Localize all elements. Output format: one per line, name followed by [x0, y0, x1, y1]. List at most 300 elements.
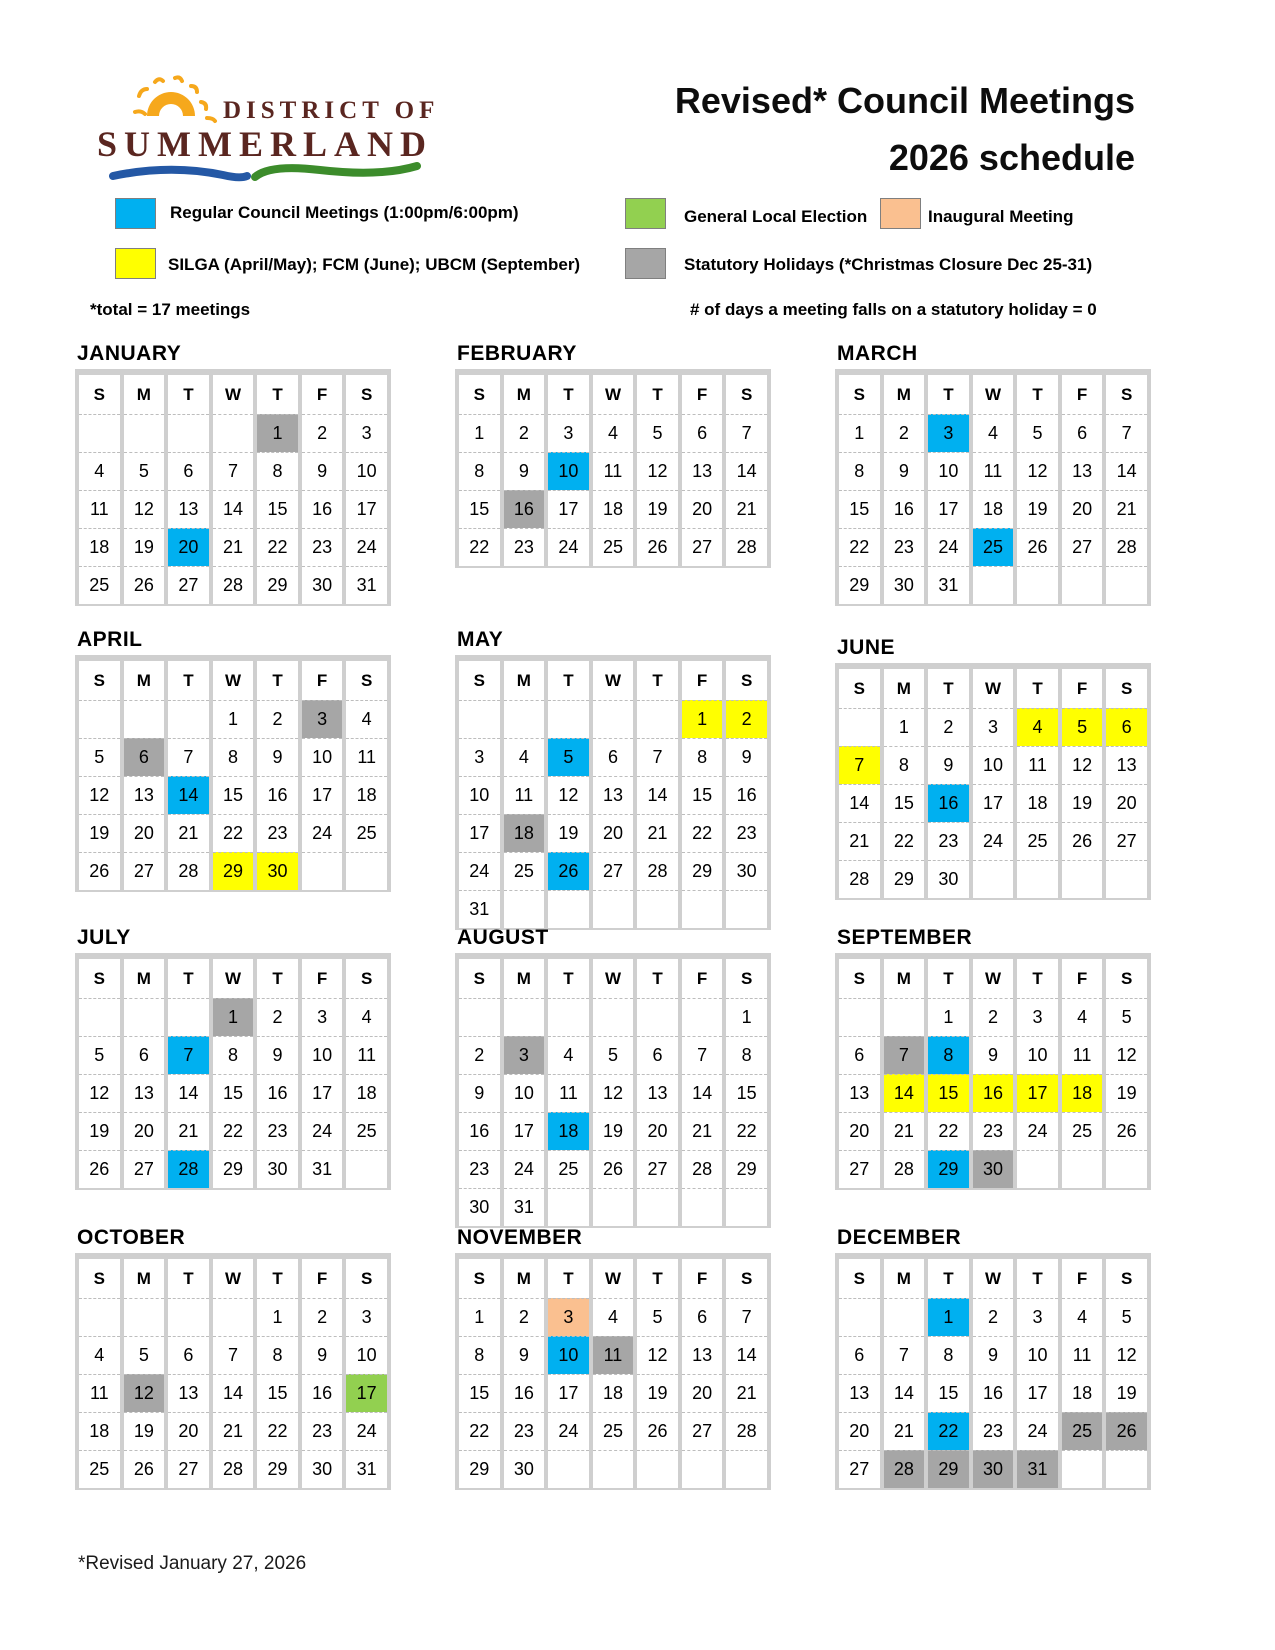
day-cell: 25: [346, 814, 387, 852]
day-cell: 19: [79, 1112, 120, 1150]
legend-swatch-silga-fcm-ubcm: [115, 248, 156, 279]
day-of-week-header: S: [839, 669, 880, 708]
day-cell: [839, 998, 880, 1036]
month-may: [455, 628, 771, 930]
day-cell: 8: [213, 738, 254, 776]
day-cell: 27: [1062, 528, 1103, 566]
day-cell: 26: [79, 1150, 120, 1188]
day-cell: 24: [346, 1412, 387, 1450]
day-cell: 7: [1106, 414, 1147, 452]
day-cell: 28: [213, 1450, 254, 1488]
day-cell: 25: [1017, 822, 1058, 860]
day-cell: 22: [884, 822, 925, 860]
day-cell: 30: [302, 566, 343, 604]
day-cell: [548, 1450, 589, 1488]
day-cell: 23: [726, 814, 767, 852]
day-cell: 16: [459, 1112, 500, 1150]
day-cell: 29: [213, 1150, 254, 1188]
month-calendar: [455, 953, 771, 1228]
day-cell: 13: [593, 776, 634, 814]
day-cell: 17: [548, 1374, 589, 1412]
day-cell: 17: [459, 814, 500, 852]
month-title: NOVEMBER: [457, 1226, 583, 1249]
day-of-week-header: S: [346, 661, 387, 700]
legend-swatch-statutory-holidays: [625, 248, 666, 279]
day-cell: 6: [1062, 414, 1103, 452]
day-cell: 17: [973, 784, 1014, 822]
day-cell: 8: [928, 1336, 969, 1374]
day-cell: [168, 414, 209, 452]
day-cell: 24: [302, 1112, 343, 1150]
day-cell: 12: [124, 1374, 165, 1412]
day-cell: [637, 1188, 678, 1226]
day-cell: 29: [928, 1450, 969, 1488]
day-cell: 2: [257, 700, 298, 738]
day-cell: 5: [79, 738, 120, 776]
day-cell: 27: [637, 1150, 678, 1188]
month-title: APRIL: [77, 628, 143, 651]
day-of-week-header: S: [459, 375, 500, 414]
day-cell: 21: [726, 490, 767, 528]
day-cell: 23: [257, 814, 298, 852]
day-cell: 2: [928, 708, 969, 746]
day-cell: 19: [637, 1374, 678, 1412]
day-cell: 28: [637, 852, 678, 890]
legend-label-regular-meetings: Regular Council Meetings (1:00pm/6:00pm): [170, 203, 519, 222]
day-cell: 18: [1062, 1074, 1103, 1112]
day-cell: 2: [504, 1298, 545, 1336]
day-cell: 25: [79, 566, 120, 604]
day-cell: 14: [682, 1074, 723, 1112]
day-cell: 2: [504, 414, 545, 452]
day-cell: 27: [168, 1450, 209, 1488]
day-cell: 29: [213, 852, 254, 890]
day-cell: 1: [726, 998, 767, 1036]
day-cell: 25: [1062, 1112, 1103, 1150]
day-cell: 11: [79, 1374, 120, 1412]
summerland-logo: [95, 68, 440, 193]
day-cell: 31: [459, 890, 500, 928]
day-cell: 23: [504, 528, 545, 566]
day-cell: 9: [973, 1336, 1014, 1374]
day-cell: 29: [682, 852, 723, 890]
day-cell: 24: [928, 528, 969, 566]
day-cell: 4: [346, 998, 387, 1036]
day-cell: 14: [637, 776, 678, 814]
day-cell: 3: [1017, 998, 1058, 1036]
day-cell: 9: [973, 1036, 1014, 1074]
day-cell: [726, 1450, 767, 1488]
day-cell: 9: [302, 1336, 343, 1374]
day-cell: [1062, 566, 1103, 604]
day-cell: 14: [884, 1374, 925, 1412]
day-cell: 16: [884, 490, 925, 528]
day-cell: 3: [548, 1298, 589, 1336]
day-cell: 30: [257, 852, 298, 890]
day-cell: [637, 890, 678, 928]
day-cell: 31: [1017, 1450, 1058, 1488]
day-cell: [1106, 1150, 1147, 1188]
day-cell: 27: [168, 566, 209, 604]
day-of-week-header: S: [79, 661, 120, 700]
day-of-week-header: T: [548, 1259, 589, 1298]
day-cell: 18: [548, 1112, 589, 1150]
day-cell: 24: [973, 822, 1014, 860]
month-title: DECEMBER: [837, 1226, 962, 1249]
day-cell: 16: [504, 1374, 545, 1412]
day-cell: 3: [1017, 1298, 1058, 1336]
day-cell: [124, 414, 165, 452]
day-of-week-header: F: [302, 1259, 343, 1298]
day-cell: 19: [124, 1412, 165, 1450]
day-of-week-header: T: [168, 1259, 209, 1298]
day-cell: 16: [302, 490, 343, 528]
day-cell: 5: [1106, 998, 1147, 1036]
day-cell: [973, 566, 1014, 604]
day-cell: 9: [726, 738, 767, 776]
day-cell: [168, 1298, 209, 1336]
day-cell: [1017, 566, 1058, 604]
day-cell: 12: [1106, 1036, 1147, 1074]
day-cell: 4: [1062, 1298, 1103, 1336]
revised-date-note: *Revised January 27, 2026: [78, 1553, 307, 1574]
day-cell: 2: [257, 998, 298, 1036]
day-cell: 28: [884, 1450, 925, 1488]
day-cell: 21: [884, 1412, 925, 1450]
day-cell: 12: [124, 490, 165, 528]
day-of-week-header: W: [973, 375, 1014, 414]
day-cell: 20: [168, 1412, 209, 1450]
day-cell: 21: [839, 822, 880, 860]
day-cell: 1: [928, 1298, 969, 1336]
day-cell: 4: [79, 1336, 120, 1374]
legend-swatch-inaugural-meeting: [880, 198, 921, 229]
day-cell: 25: [346, 1112, 387, 1150]
day-cell: 2: [973, 998, 1014, 1036]
day-cell: 13: [1062, 452, 1103, 490]
day-cell: 14: [213, 490, 254, 528]
day-cell: 25: [548, 1150, 589, 1188]
day-of-week-header: M: [884, 669, 925, 708]
day-cell: 5: [124, 1336, 165, 1374]
day-of-week-header: M: [124, 959, 165, 998]
day-cell: 9: [504, 452, 545, 490]
day-cell: [1017, 1150, 1058, 1188]
day-cell: 20: [682, 1374, 723, 1412]
day-cell: 10: [548, 1336, 589, 1374]
day-cell: 13: [1106, 746, 1147, 784]
day-cell: 30: [302, 1450, 343, 1488]
day-cell: 27: [1106, 822, 1147, 860]
day-cell: 19: [593, 1112, 634, 1150]
day-cell: 18: [504, 814, 545, 852]
day-of-week-header: S: [839, 375, 880, 414]
day-cell: 21: [682, 1112, 723, 1150]
day-cell: [726, 1188, 767, 1226]
day-cell: 13: [839, 1374, 880, 1412]
day-cell: [504, 890, 545, 928]
sun-icon: [135, 77, 215, 121]
day-cell: 15: [213, 776, 254, 814]
day-cell: 21: [213, 1412, 254, 1450]
month-september: [835, 926, 1151, 1190]
day-cell: 24: [548, 528, 589, 566]
day-of-week-header: F: [1062, 375, 1103, 414]
day-cell: 18: [79, 1412, 120, 1450]
day-cell: 7: [884, 1036, 925, 1074]
day-cell: 15: [839, 490, 880, 528]
day-of-week-header: F: [1062, 1259, 1103, 1298]
day-cell: 15: [257, 490, 298, 528]
month-november: [455, 1226, 771, 1490]
day-cell: 23: [459, 1150, 500, 1188]
day-cell: 18: [346, 776, 387, 814]
day-cell: 15: [726, 1074, 767, 1112]
day-cell: [884, 1298, 925, 1336]
day-cell: 25: [973, 528, 1014, 566]
month-title: OCTOBER: [77, 1226, 186, 1249]
day-cell: [593, 1188, 634, 1226]
total-meetings-note: *total = 17 meetings: [90, 300, 251, 319]
day-cell: 25: [79, 1450, 120, 1488]
day-cell: [593, 998, 634, 1036]
day-cell: 12: [79, 1074, 120, 1112]
day-cell: [839, 708, 880, 746]
day-cell: 22: [459, 528, 500, 566]
day-cell: 22: [839, 528, 880, 566]
day-of-week-header: T: [637, 1259, 678, 1298]
day-cell: [884, 998, 925, 1036]
day-of-week-header: S: [346, 375, 387, 414]
day-cell: 11: [79, 490, 120, 528]
day-of-week-header: S: [1106, 375, 1147, 414]
day-cell: 10: [548, 452, 589, 490]
day-cell: 2: [302, 414, 343, 452]
day-cell: 17: [1017, 1074, 1058, 1112]
day-cell: 20: [839, 1412, 880, 1450]
day-of-week-header: W: [593, 375, 634, 414]
summerland-logo-graphic: [95, 68, 440, 193]
day-cell: 19: [548, 814, 589, 852]
month-calendar: [455, 655, 771, 930]
day-cell: [79, 414, 120, 452]
day-cell: 25: [504, 852, 545, 890]
day-cell: 13: [168, 490, 209, 528]
day-cell: 25: [593, 528, 634, 566]
day-cell: 20: [124, 1112, 165, 1150]
day-cell: [682, 1188, 723, 1226]
day-cell: 17: [302, 1074, 343, 1112]
day-cell: 7: [168, 738, 209, 776]
day-cell: 3: [928, 414, 969, 452]
day-cell: 27: [593, 852, 634, 890]
day-cell: 30: [884, 566, 925, 604]
day-of-week-header: T: [637, 661, 678, 700]
day-of-week-header: M: [884, 1259, 925, 1298]
day-cell: 7: [213, 1336, 254, 1374]
day-cell: 24: [302, 814, 343, 852]
day-cell: 3: [973, 708, 1014, 746]
day-of-week-header: S: [839, 1259, 880, 1298]
day-of-week-header: T: [168, 959, 209, 998]
day-cell: 26: [637, 1412, 678, 1450]
day-cell: 29: [257, 566, 298, 604]
day-cell: 13: [839, 1074, 880, 1112]
day-cell: [726, 890, 767, 928]
day-of-week-header: T: [548, 375, 589, 414]
day-cell: 22: [213, 814, 254, 852]
page-title-line1: Revised* Council Meetings: [674, 80, 1135, 121]
day-cell: 30: [973, 1150, 1014, 1188]
day-cell: 12: [1017, 452, 1058, 490]
day-cell: 13: [124, 776, 165, 814]
day-cell: 23: [973, 1112, 1014, 1150]
month-october: [75, 1226, 391, 1490]
month-calendar: [835, 953, 1151, 1190]
day-of-week-header: M: [124, 661, 165, 700]
day-cell: [346, 1150, 387, 1188]
month-title: MAY: [457, 628, 504, 651]
day-cell: 27: [124, 852, 165, 890]
day-of-week-header: S: [726, 1259, 767, 1298]
day-of-week-header: S: [726, 375, 767, 414]
day-cell: 25: [593, 1412, 634, 1450]
day-cell: [1017, 860, 1058, 898]
month-june: [835, 636, 1151, 900]
day-cell: 26: [1106, 1412, 1147, 1450]
day-cell: [548, 1188, 589, 1226]
day-of-week-header: W: [213, 1259, 254, 1298]
day-cell: 20: [1106, 784, 1147, 822]
day-cell: [346, 852, 387, 890]
day-cell: [637, 700, 678, 738]
day-cell: 28: [682, 1150, 723, 1188]
month-title: AUGUST: [457, 926, 549, 949]
day-cell: 7: [168, 1036, 209, 1074]
month-title: JULY: [77, 926, 131, 949]
day-cell: 14: [1106, 452, 1147, 490]
day-cell: 7: [682, 1036, 723, 1074]
day-cell: 5: [124, 452, 165, 490]
day-of-week-header: T: [548, 661, 589, 700]
day-of-week-header: T: [548, 959, 589, 998]
day-of-week-header: T: [257, 375, 298, 414]
day-cell: 22: [682, 814, 723, 852]
day-cell: 10: [346, 1336, 387, 1374]
day-cell: 2: [726, 700, 767, 738]
day-cell: 2: [884, 414, 925, 452]
day-of-week-header: S: [1106, 669, 1147, 708]
day-cell: 11: [593, 452, 634, 490]
day-cell: 27: [682, 1412, 723, 1450]
day-cell: [593, 700, 634, 738]
day-cell: 5: [1062, 708, 1103, 746]
day-cell: 7: [637, 738, 678, 776]
day-cell: 28: [839, 860, 880, 898]
day-of-week-header: T: [928, 669, 969, 708]
day-cell: 17: [504, 1112, 545, 1150]
day-cell: 1: [459, 414, 500, 452]
day-cell: 25: [1062, 1412, 1103, 1450]
day-cell: [124, 998, 165, 1036]
day-cell: 26: [1062, 822, 1103, 860]
day-cell: 19: [124, 528, 165, 566]
day-cell: [593, 1450, 634, 1488]
day-cell: 24: [346, 528, 387, 566]
day-of-week-header: M: [124, 375, 165, 414]
day-cell: 16: [973, 1374, 1014, 1412]
month-july: [75, 926, 391, 1190]
day-cell: 6: [682, 1298, 723, 1336]
day-cell: [682, 890, 723, 928]
day-of-week-header: M: [504, 661, 545, 700]
day-of-week-header: T: [257, 1259, 298, 1298]
day-cell: 5: [79, 1036, 120, 1074]
day-cell: 6: [124, 738, 165, 776]
day-cell: 19: [1106, 1374, 1147, 1412]
legend-label-general-election: General Local Election: [684, 207, 868, 226]
day-cell: 26: [637, 528, 678, 566]
day-cell: 15: [459, 1374, 500, 1412]
day-cell: 5: [548, 738, 589, 776]
day-of-week-header: M: [884, 375, 925, 414]
day-of-week-header: T: [928, 1259, 969, 1298]
day-cell: 21: [1106, 490, 1147, 528]
day-of-week-header: F: [682, 1259, 723, 1298]
month-calendar: [75, 655, 391, 892]
day-cell: 29: [839, 566, 880, 604]
day-cell: 28: [213, 566, 254, 604]
day-of-week-header: T: [257, 959, 298, 998]
day-cell: 26: [124, 1450, 165, 1488]
day-cell: 11: [1062, 1036, 1103, 1074]
day-of-week-header: W: [213, 661, 254, 700]
day-of-week-header: W: [973, 1259, 1014, 1298]
day-cell: 4: [593, 1298, 634, 1336]
legend-swatch-regular-meetings: [115, 198, 156, 229]
day-cell: 26: [124, 566, 165, 604]
day-cell: [1062, 860, 1103, 898]
day-cell: 7: [839, 746, 880, 784]
day-cell: 17: [548, 490, 589, 528]
day-cell: 18: [1062, 1374, 1103, 1412]
day-cell: 17: [928, 490, 969, 528]
day-cell: 11: [346, 738, 387, 776]
day-cell: 20: [839, 1112, 880, 1150]
wave-graphic: [113, 166, 417, 177]
day-cell: 22: [726, 1112, 767, 1150]
month-calendar: [835, 663, 1151, 900]
day-cell: 3: [302, 998, 343, 1036]
legend-label-inaugural-meeting: Inaugural Meeting: [928, 207, 1074, 226]
day-cell: [213, 414, 254, 452]
day-cell: 27: [682, 528, 723, 566]
day-cell: 4: [1062, 998, 1103, 1036]
day-cell: 9: [459, 1074, 500, 1112]
day-cell: [79, 1298, 120, 1336]
month-title: MARCH: [837, 342, 918, 365]
day-of-week-header: M: [504, 375, 545, 414]
day-cell: [1106, 860, 1147, 898]
day-of-week-header: S: [726, 959, 767, 998]
day-cell: 4: [1017, 708, 1058, 746]
day-of-week-header: S: [79, 375, 120, 414]
day-cell: 24: [459, 852, 500, 890]
day-cell: 18: [973, 490, 1014, 528]
month-february: [455, 342, 771, 568]
day-cell: 21: [884, 1112, 925, 1150]
day-of-week-header: S: [346, 1259, 387, 1298]
